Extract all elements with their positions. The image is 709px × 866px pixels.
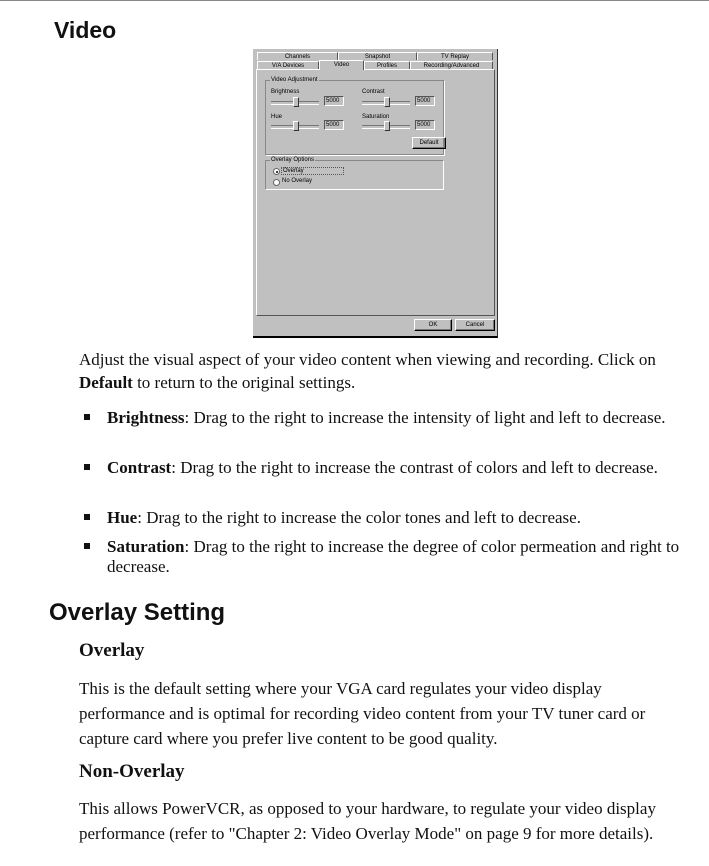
default-term: Default xyxy=(79,373,133,392)
contrast-value[interactable]: 5000 xyxy=(415,96,435,106)
brightness-value[interactable]: 5000 xyxy=(324,96,344,106)
bullet-term: Saturation xyxy=(107,537,185,556)
tab-profiles[interactable]: Profiles xyxy=(364,61,410,69)
slider-thumb[interactable] xyxy=(384,121,390,131)
slider-thumb[interactable] xyxy=(293,97,299,107)
overlay-radio-label[interactable]: Overlay xyxy=(281,167,344,175)
saturation-slider[interactable] xyxy=(362,125,410,129)
bullet-desc: : Drag to the right to increase the intensity of light and left to decrease. xyxy=(184,408,666,427)
bullet-desc: : Drag to the right to increase the degree of color permeation and right to decrease. xyxy=(107,537,680,576)
non-overlay-paragraph: This allows PowerVCR, as opposed to your hardware, to regulate your video display performance (refer to "Chapter 2: Video Overlay Mode" on page 9 for more details). xyxy=(79,799,656,843)
overlay-options-group xyxy=(265,157,443,189)
settings-dialog xyxy=(253,49,498,338)
saturation-value[interactable]: 5000 xyxy=(415,120,435,130)
intro-text: Adjust the visual aspect of your video content when viewing and recording. Click on xyxy=(79,350,656,369)
ok-button[interactable]: OK xyxy=(414,319,452,331)
video-tab-panel xyxy=(256,69,495,316)
contrast-slider[interactable] xyxy=(362,101,410,105)
section-heading-overlay-setting: Overlay Setting xyxy=(49,599,226,626)
hue-slider[interactable] xyxy=(271,125,319,129)
bullet-brightness xyxy=(107,408,682,428)
no-overlay-radio-label[interactable]: No Overlay xyxy=(282,178,313,184)
bullet-contrast xyxy=(107,458,682,478)
bullet-term: Brightness xyxy=(107,408,185,427)
non-overlay-subheading: Non-Overlay xyxy=(79,761,185,782)
bullet-icon xyxy=(84,514,90,520)
contrast-label: Contrast xyxy=(362,89,385,95)
bullet-term: Hue xyxy=(107,508,138,527)
slider-thumb[interactable] xyxy=(384,97,390,107)
tab-va-devices[interactable]: V/A Devices xyxy=(257,61,319,69)
hue-label: Hue xyxy=(271,114,283,120)
tab-tv-replay[interactable]: TV Replay xyxy=(417,52,493,60)
intro-paragraph xyxy=(79,348,679,394)
bullet-icon xyxy=(84,464,90,470)
hue-value[interactable]: 5000 xyxy=(324,120,344,130)
intro-text-end: to return to the original settings. xyxy=(132,373,356,392)
no-overlay-radio[interactable] xyxy=(273,179,280,186)
video-adjustment-label: Video Adjustment xyxy=(271,77,318,83)
bullet-desc: : Drag to the right to increase the contrast of colors and left to decrease. xyxy=(171,458,658,477)
overlay-subheading: Overlay xyxy=(79,640,145,661)
tab-channels[interactable]: Channels xyxy=(257,52,338,60)
bullet-term: Contrast xyxy=(107,458,172,477)
tab-snapshot[interactable]: Snapshot xyxy=(338,52,417,60)
section-heading-video: Video xyxy=(54,17,117,43)
page-top-rule xyxy=(0,0,709,1)
brightness-slider[interactable] xyxy=(271,101,319,105)
overlay-radio[interactable] xyxy=(273,168,280,175)
overlay-options-label: Overlay Options xyxy=(271,157,315,163)
bullet-desc: : Drag to the right to increase the color tones and left to decrease. xyxy=(137,508,581,527)
brightness-label: Brightness xyxy=(271,89,300,95)
video-adjustment-group xyxy=(265,77,444,155)
bullet-icon xyxy=(84,414,90,420)
bullet-icon xyxy=(84,543,90,549)
bullet-saturation xyxy=(107,537,682,577)
bullet-hue xyxy=(107,508,682,528)
tab-video[interactable]: Video xyxy=(319,60,364,70)
tab-recording-advanced[interactable]: Recording/Advanced xyxy=(410,61,493,69)
default-button[interactable]: Default xyxy=(412,137,446,149)
overlay-paragraph: This is the default setting where your VGA card regulates your video display performance and is optimal for recording video content from your TV tuner card or capture card where you prefer live content to be good quality. xyxy=(79,679,646,748)
saturation-label: Saturation xyxy=(362,114,390,120)
cancel-button[interactable]: Cancel xyxy=(455,319,495,331)
slider-thumb[interactable] xyxy=(293,121,299,131)
